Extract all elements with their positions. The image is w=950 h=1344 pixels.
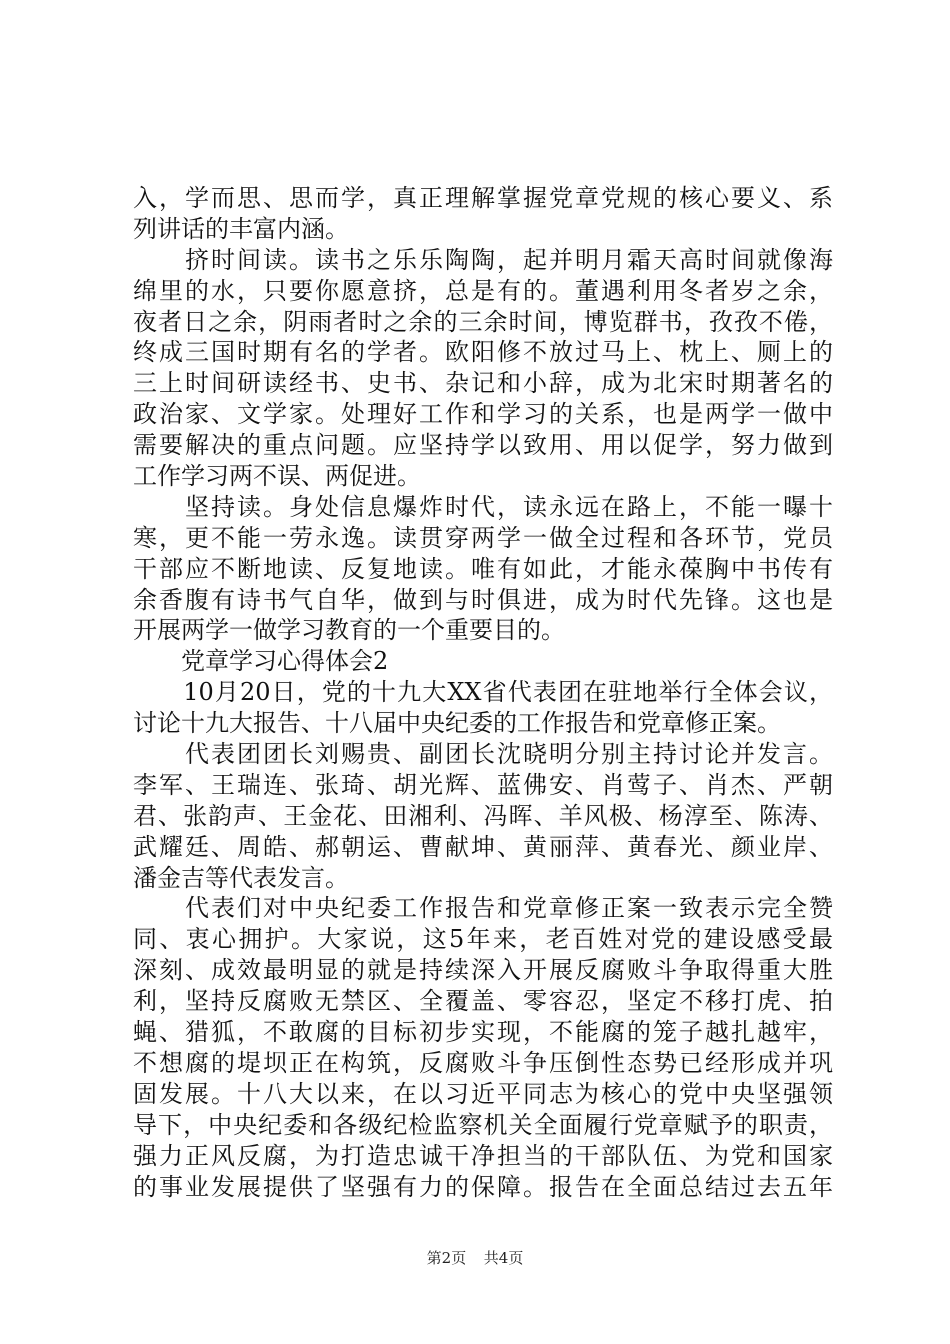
- text-line: 终成三国时期有名的学者。欧阳修不放过马上、枕上、厕上的: [133, 338, 833, 367]
- text-line: 工作学习两不误、两促进。: [133, 462, 421, 491]
- text-line: 寒，更不能一劳永逸。读贯穿两学一做全过程和各环节，党员: [133, 523, 833, 552]
- text-line: 党章学习心得体会2: [133, 647, 389, 676]
- document-body: [133, 183, 833, 1202]
- text-line: 利，坚持反腐败无禁区、全覆盖、零容忍，坚定不移打虎、拍: [133, 987, 833, 1016]
- text-line: 余香腹有诗书气自华，做到与时俱进，成为时代先锋。这也是: [133, 585, 833, 614]
- text-line: 同、衷心拥护。大家说，这5年来，老百姓对党的建设感受最: [133, 925, 833, 954]
- text-line: 不想腐的堤坝正在构筑，反腐败斗争压倒性态势已经形成并巩: [133, 1048, 833, 1077]
- page-number: 第2页: [426, 1249, 467, 1267]
- text-line: 潘金吉等代表发言。: [133, 863, 349, 892]
- page-footer: [0, 1247, 950, 1268]
- text-line: 代表团团长刘赐贵、副团长沈晓明分别主持讨论并发言。: [133, 740, 833, 769]
- text-line: 导下，中央纪委和各级纪检监察机关全面履行党章赋予的职责，: [133, 1110, 833, 1139]
- text-line: 坚持读。身处信息爆炸时代，读永远在路上，不能一曝十: [133, 492, 833, 521]
- page-total: 共4页: [483, 1249, 524, 1267]
- text-line: 夜者日之余，阴雨者时之余的三余时间，博览群书，孜孜不倦，: [133, 307, 833, 336]
- text-line: 干部应不断地读、反复地读。唯有如此，才能永葆胸中书传有: [133, 554, 833, 583]
- text-line: 绵里的水，只要你愿意挤，总是有的。董遇利用冬者岁之余，: [133, 276, 833, 305]
- text-line: 挤时间读。读书之乐乐陶陶，起并明月霜天高时间就像海: [133, 245, 833, 274]
- text-line: 入，学而思、思而学，真正理解掌握党章党规的核心要义、系: [133, 184, 833, 212]
- text-line: 深刻、成效最明显的就是持续深入开展反腐败斗争取得重大胜: [133, 956, 833, 985]
- text-line: 开展两学一做学习教育的一个重要目的。: [133, 616, 565, 645]
- text-line: 讨论十九大报告、十八届中央纪委的工作报告和党章修正案。: [133, 709, 781, 738]
- text-line: 代表们对中央纪委工作报告和党章修正案一致表示完全赞: [133, 894, 833, 923]
- text-line: 武耀廷、周皓、郝朝运、曹献坤、黄丽萍、黄春光、颜业岸、: [133, 832, 833, 861]
- text-line: 李军、王瑞连、张琦、胡光辉、蓝佛安、肖莺子、肖杰、严朝: [133, 770, 833, 799]
- text-line: 的事业发展提供了坚强有力的保障。报告在全面总结过去五年: [133, 1172, 833, 1201]
- text-line: 三上时间研读经书、史书、杂记和小辞，成为北宋时期著名的: [133, 369, 833, 398]
- text-line: 列讲话的丰富内涵。: [133, 214, 349, 243]
- text-line: 政治家、文学家。处理好工作和学习的关系，也是两学一做中: [133, 400, 833, 429]
- text-line: 10月20日，党的十九大XX省代表团在驻地举行全体会议，: [133, 678, 833, 707]
- text-line: 强力正风反腐，为打造忠诚干净担当的干部队伍、为党和国家: [133, 1141, 833, 1170]
- text-line: 君、张韵声、王金花、田湘利、冯晖、羊风极、杨淳至、陈涛、: [133, 801, 833, 830]
- text-line: 固发展。十八大以来，在以习近平同志为核心的党中央坚强领: [133, 1079, 833, 1108]
- text-line: 蝇、猎狐，不敢腐的目标初步实现，不能腐的笼子越扎越牢，: [133, 1018, 833, 1047]
- text-line: 需要解决的重点问题。应坚持学以致用、用以促学，努力做到: [133, 431, 833, 460]
